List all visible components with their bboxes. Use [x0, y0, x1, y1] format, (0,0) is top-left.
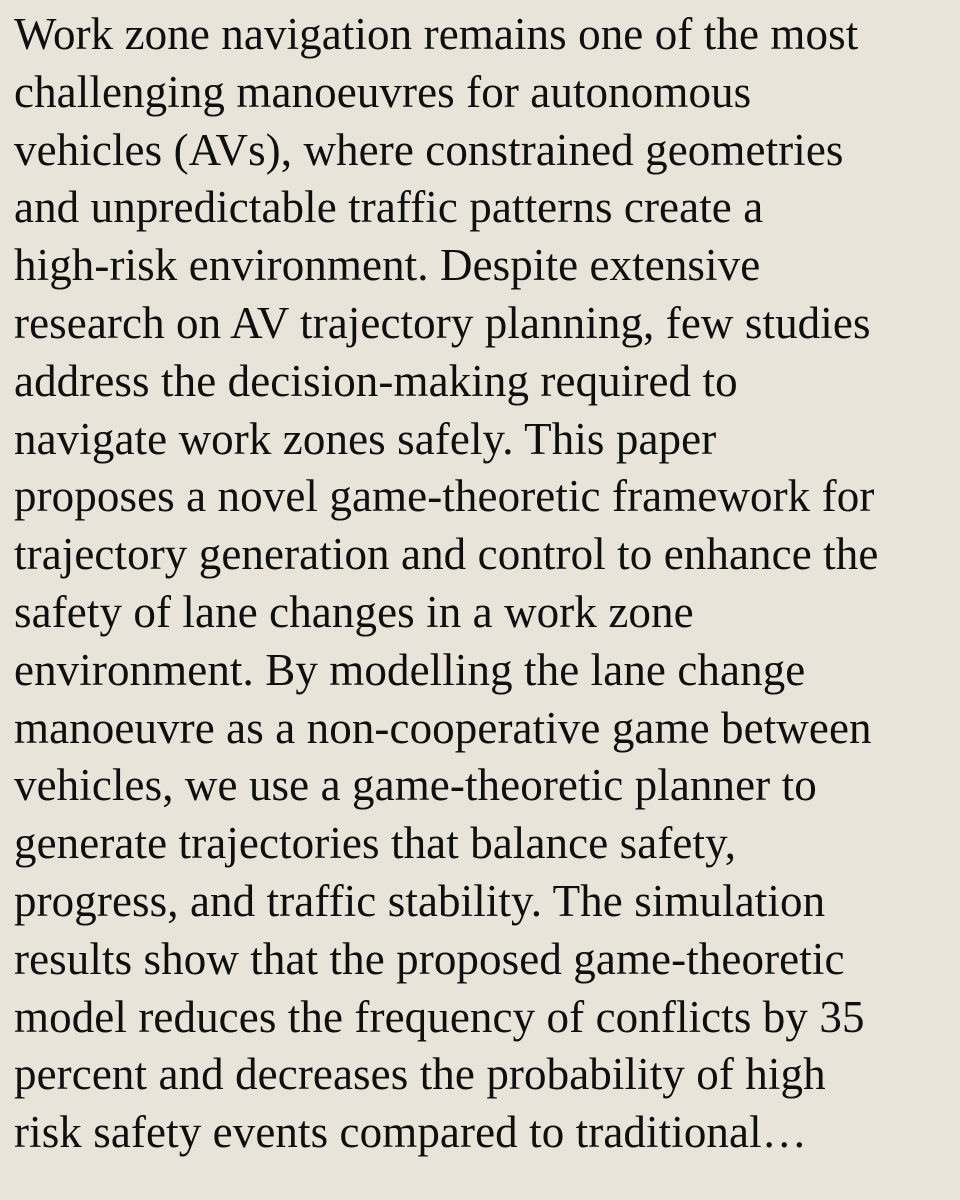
text-line: progress, and traffic stability. The simulation [14, 875, 826, 926]
text-line: trajectory generation and control to enhance the [14, 529, 879, 580]
text-line: challenging manoeuvres for autonomous [14, 66, 752, 117]
text-line: risk safety events compared to traditional… [14, 1107, 807, 1158]
text-line: results show that the proposed game-theoretic [14, 933, 845, 984]
text-line: high-risk environment. Despite extensive [14, 240, 761, 291]
text-line: environment. By modelling the lane change [14, 644, 806, 695]
text-line: vehicles, we use a game-theoretic planner to [14, 760, 817, 811]
text-line: model reduces the frequency of conflicts by 35 [14, 991, 865, 1042]
text-line: address the decision-making required to [14, 355, 738, 406]
text-line: vehicles (AVs), where constrained geometries [14, 124, 844, 175]
text-line: and unpredictable traffic patterns create a [14, 182, 764, 233]
text-line: navigate work zones safely. This paper [14, 413, 717, 464]
text-line: manoeuvre as a non-cooperative game between [14, 702, 872, 753]
text-line: research on AV trajectory planning, few studies [14, 297, 871, 348]
abstract-text [14, 6, 954, 1162]
text-line: safety of lane changes in a work zone [14, 586, 694, 637]
text-line: proposes a novel game-theoretic framework for [14, 471, 875, 522]
text-line: generate trajectories that balance safety, [14, 818, 737, 869]
text-line: percent and decreases the probability of high [14, 1049, 826, 1100]
text-line: Work zone navigation remains one of the most [14, 9, 859, 59]
